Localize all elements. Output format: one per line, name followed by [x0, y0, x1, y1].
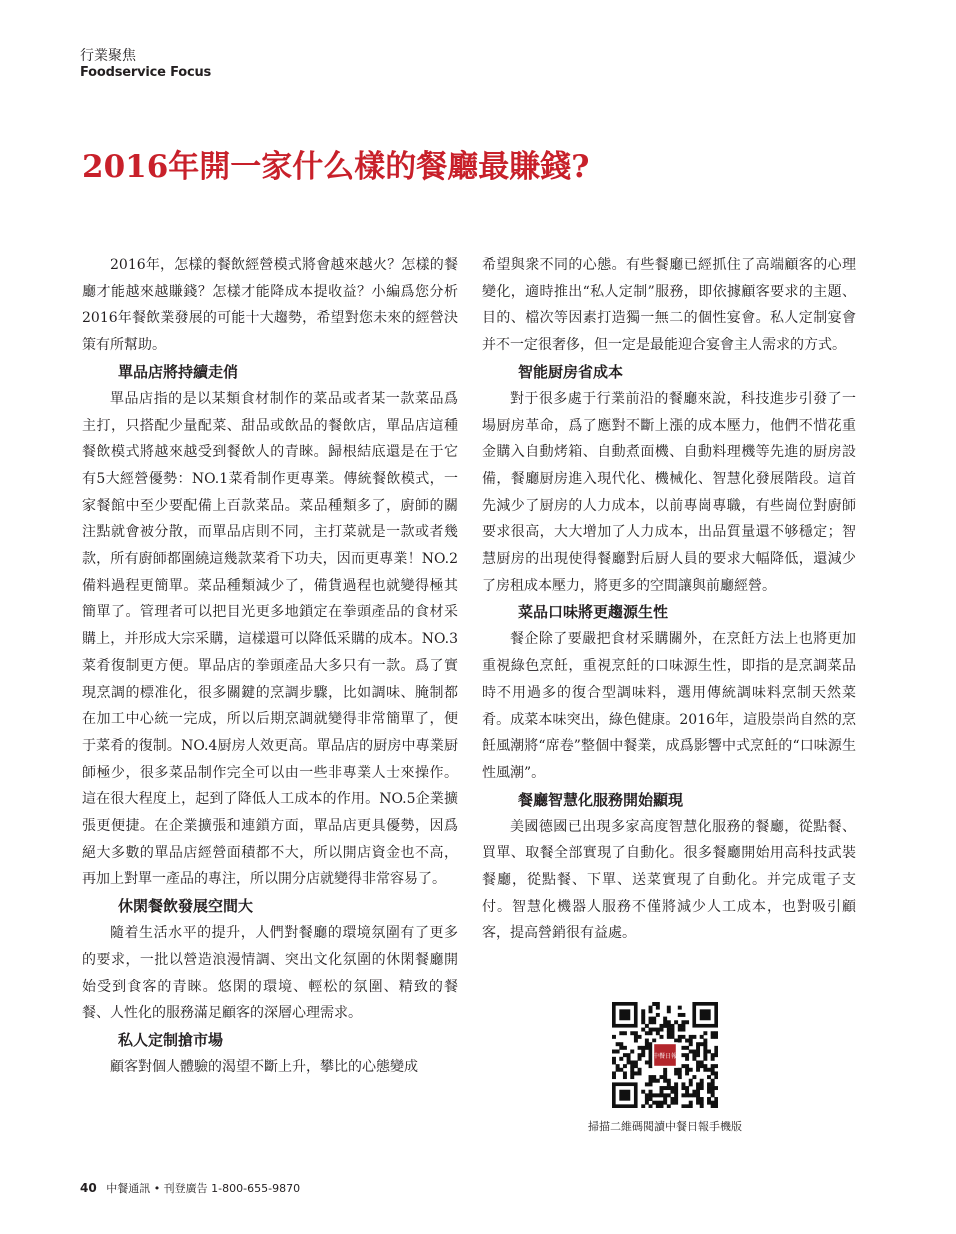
body-paragraph: 美國德國已出現多家高度智慧化服務的餐廳，從點餐、買單、取餐全部實現了自動化。很多餐廳開始用高科技武裝餐廳，從點餐、下單、送菜實現了自動化。并完成電子支付。智慧化機器人服務不僅將減少人工成本，也對吸引顧客，提高營銷很有益處。: [482, 818, 856, 942]
right-column: [482, 252, 856, 947]
body-paragraph: 隨着生活水平的提升，人們對餐廳的環境氛圍有了更多的要求，一批以營造浪漫情調、突出文化氛圍的休閑餐廳開始受到食客的青睞。悠閑的環境、輕松的氛圍、精致的餐餐、人性化的服務滿足顧客的深層心理需求。: [82, 925, 458, 1022]
body-paragraph: 對于很多處于行業前沿的餐廳來說，科技進步引發了一場厨房革命，爲了應對不斷上漲的成本壓力，他們不惜花重金購入自動烤箱、自動煮面機、自動料理機等先進的厨房設備，餐廳厨房進入現代化、機械化、智慧化發展階段。這首先減少了厨房的人力成本，以前專崗專職，有些崗位對廚師要求很高，大大增加了人力成本，出品質量還不够穩定；智慧厨房的出現使得餐廳對后厨人員的要求大幅降低，還減少了房租成本壓力，將更多的空間讓與前廳經營。: [482, 390, 856, 594]
section-heading: 私人定制搶市場: [118, 1030, 224, 1049]
article-title: 2016年開一家什么樣的餐廳最賺錢?: [82, 149, 590, 185]
section-header: [80, 48, 211, 81]
section-category: 行業聚焦: [80, 48, 136, 64]
page-footer: [80, 1180, 300, 1196]
body-paragraph: 希望與衆不同的心態。有些餐廳已經抓住了高端顧客的心理變化，適時推出“私人定制”服務，即依據顧客要求的主題、目的、檔次等因素打造獨一無二的個性宴會。私人定制宴會并不一定很奢侈，但一定是最能迎合宴會主人需求的方式。: [482, 257, 856, 354]
section-heading: 單品店將持續走俏: [118, 362, 239, 381]
left-column: [82, 252, 458, 1081]
section-heading: 餐廳智慧化服務開始顯現: [518, 790, 684, 809]
body-paragraph: 顧客對個人體驗的渴望不斷上升，攀比的心態變成: [110, 1058, 418, 1075]
section-category-en: Foodservice Focus: [80, 65, 212, 80]
qr-logo-label: 中餐日報: [652, 1053, 678, 1060]
body-paragraph: 2016年，怎樣的餐飲經營模式將會越來越火？怎樣的餐廳才能越來越賺錢？怎樣才能降成本提收益？小編爲您分析2016年餐飲業發展的可能十大趨勢，希望對您未來的經營決策有所幫助。: [82, 257, 458, 354]
section-heading: 菜品口味將更趨源生性: [518, 603, 669, 622]
qr-code-image: [612, 1002, 718, 1108]
body-paragraph: 餐企除了要嚴把食材采購關外，在烹飪方法上也將更加重視綠色烹飪，重視烹飪的口味源生性，即指的是烹調菜品時不用過多的復合型調味料，選用傳統調味料烹制天然菜肴。成菜本味突出，綠色健康。2016年，這股崇尚自然的烹飪風潮將“席卷”整個中餐業，成爲影響中式烹飪的“口味源生性風潮”。: [482, 631, 856, 781]
body-paragraph: 單品店指的是以某類食材制作的菜品或者某一款菜品爲主打，只搭配少量配菜、甜品或飲品的餐飲店，單品店這種餐飲模式將越來越受到餐飲人的青睞。歸根結底還是在于它有5大經營優勢：NO.1菜肴制作更專業。傳統餐飲模式，一家餐館中至少要配備上百款菜品。菜品種類多了，廚師的關注點就會被分散，而單品店則不同，主打菜就是一款或者幾款，所有廚師都圍繞這幾款菜肴下功夫，因而更專業！NO.2備料過程更簡單。菜品種類減少了，備貨過程也就變得極其簡單了。管理者可以把目光更多地鎖定在拳頭產品的食材采購上，并形成大宗采購，這樣還可以降低采購的成本。NO.3菜肴復制更方便。單品店的拳頭產品大多只有一款。爲了實現烹調的標准化，很多關鍵的烹調步驟，比如調味、腌制都在加工中心統一完成，所以后期烹調就變得非常簡單了，便于菜肴的復制。NO.4厨房人效更高。單品店的厨房中專業厨師極少，很多菜品制作完全可以由一些非專業人士來操作。這在很大程度上，起到了降低人工成本的作用。NO.5企業擴張更便捷。在企業擴張和連鎖方面，單品店更具優勢，因爲絕大多數的單品店經營面積都不大，所以開店資金也不高，再加上對單一產品的專注，所以開分店就變得非常容易了。: [82, 390, 458, 888]
page-number: 40: [80, 1181, 97, 1195]
qr-caption: 掃描二維碼閱讀中餐日報手機版: [588, 1120, 742, 1133]
section-heading: 休閑餐飲發展空間大: [118, 897, 254, 916]
section-heading: 智能厨房省成本: [518, 362, 624, 381]
qr-code[interactable]: [612, 1002, 718, 1108]
footer-text: 中餐通訊 • 刊登廣告 1-800-655-9870: [106, 1182, 301, 1195]
